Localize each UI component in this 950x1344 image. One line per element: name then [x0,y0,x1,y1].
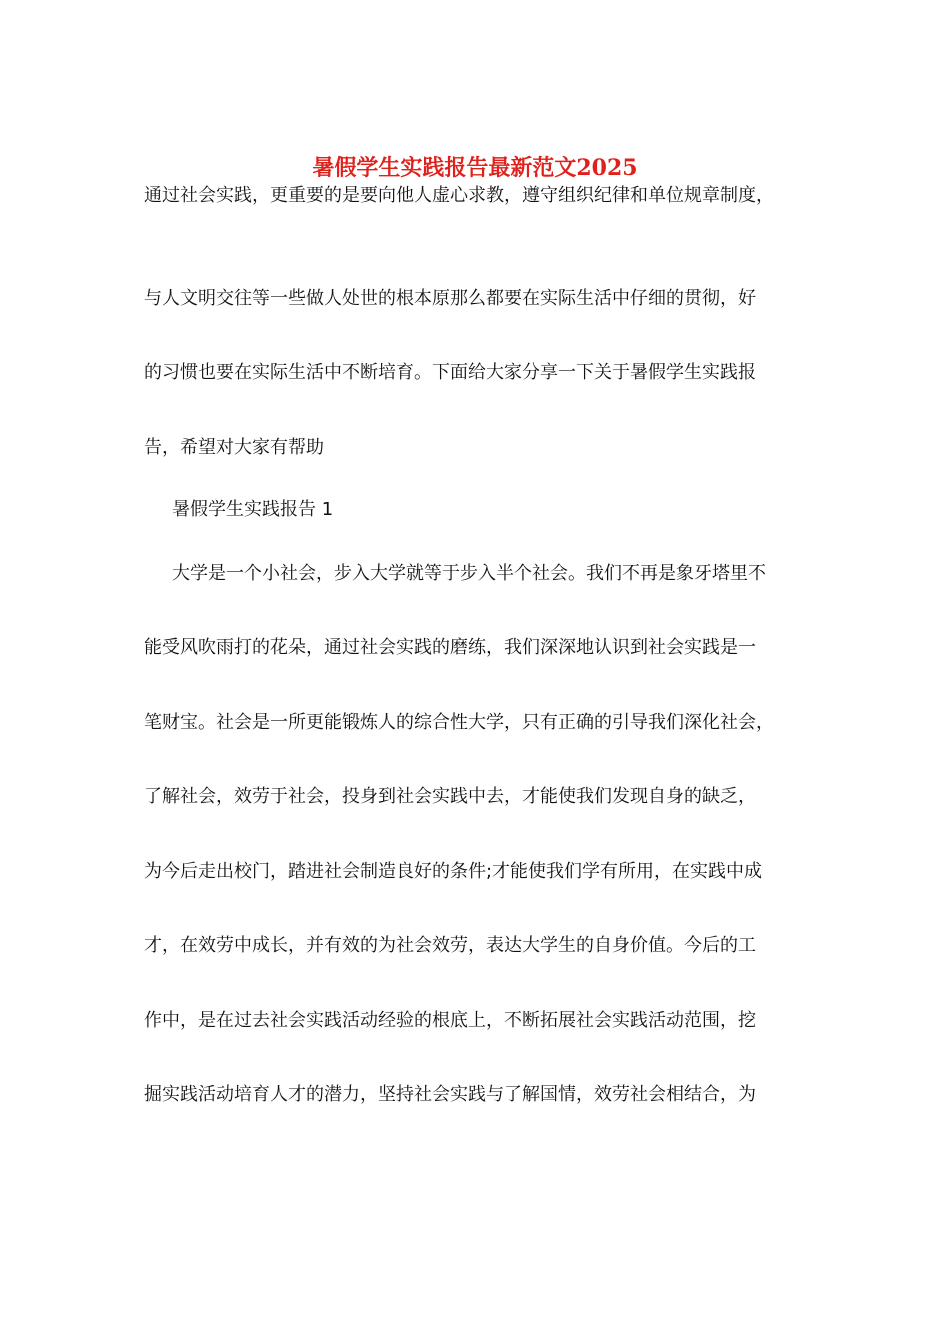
intro-line: 的习惯也要在实际生活中不断培育。下面给大家分享一下关于暑假学生实践报 [144,362,756,383]
document-title: 暑假学生实践报告最新范文2025 [312,155,638,181]
intro-line: 告，希望对大家有帮助 [144,437,324,458]
section-heading: 暑假学生实践报告 1 [172,499,334,520]
body-line: 笔财宝。社会是一所更能锻炼人的综合性大学，只有正确的引导我们深化社会， [144,712,774,733]
body-line: 了解社会，效劳于社会，投身到社会实践中去，才能使我们发现自身的缺乏， [144,786,756,807]
body-line: 为今后走出校门，踏进社会制造良好的条件;才能使我们学有所用，在实践中成 [144,861,763,882]
body-line: 能受风吹雨打的花朵，通过社会实践的磨练，我们深深地认识到社会实践是一 [144,637,756,658]
intro-line: 通过社会实践，更重要的是要向他人虚心求教，遵守组织纪律和单位规章制度， [144,185,774,206]
intro-line: 与人文明交往等一些做人处世的根本原那么都要在实际生活中仔细的贯彻，好 [144,288,756,309]
body-line: 才，在效劳中成长，并有效的为社会效劳，表达大学生的自身价值。今后的工 [144,935,756,956]
body-line: 作中，是在过去社会实践活动经验的根底上，不断拓展社会实践活动范围，挖 [144,1010,756,1031]
body-line: 大学是一个小社会，步入大学就等于步入半个社会。我们不再是象牙塔里不 [172,563,766,584]
body-line: 掘实践活动培育人才的潜力，坚持社会实践与了解国情，效劳社会相结合，为 [144,1084,756,1105]
